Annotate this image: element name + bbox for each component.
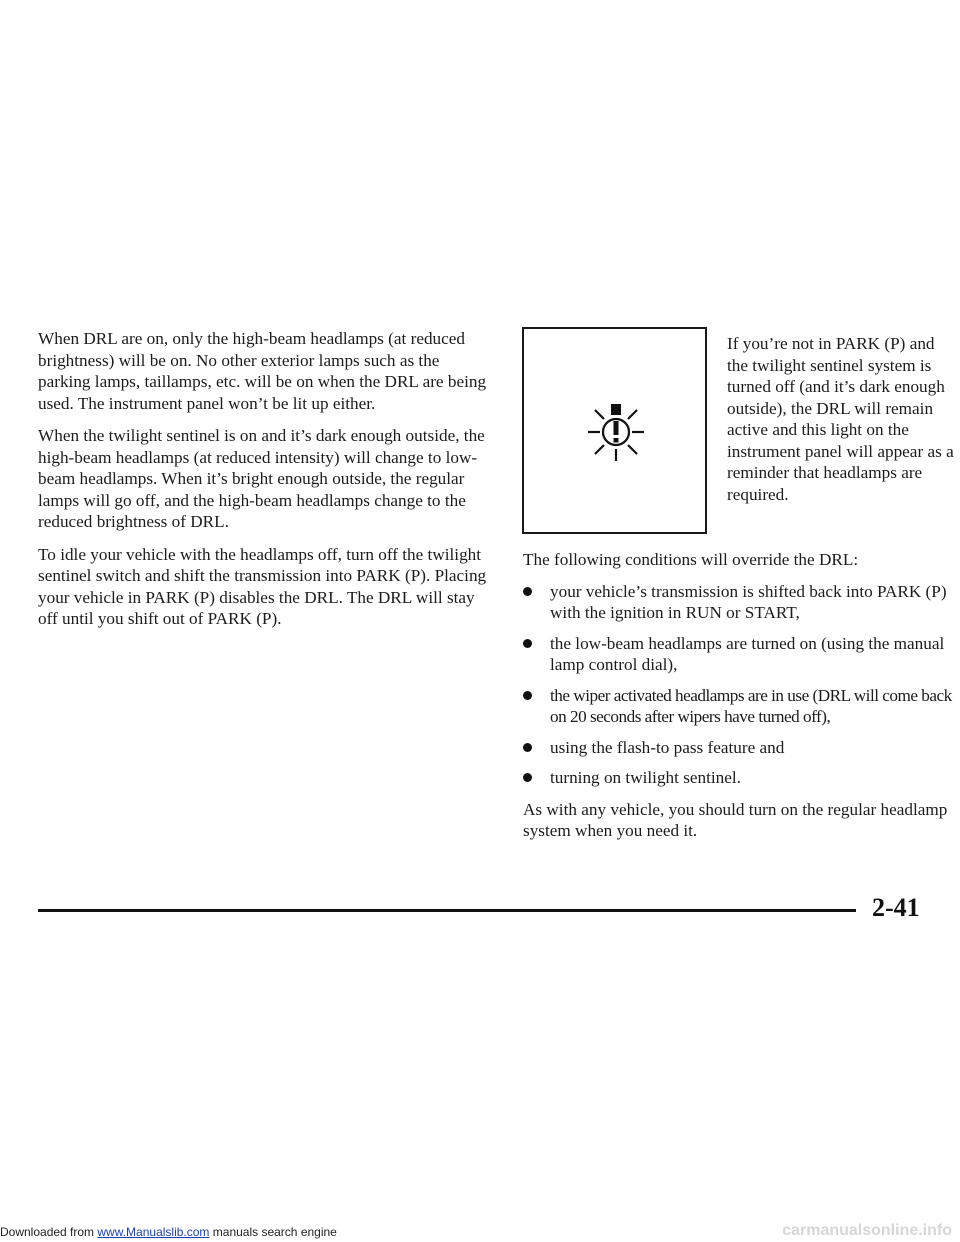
bullet-icon — [523, 743, 532, 752]
manualslib-link[interactable]: www.Manualslib.com — [97, 1225, 210, 1239]
left-column — [38, 328, 490, 641]
list-item-text: your vehicle’s transmission is shifted back into PARK (P) with the ignition in RUN or START, — [550, 581, 947, 622]
download-footer — [0, 1225, 337, 1239]
page-number: 2-41 — [872, 893, 920, 922]
list-item — [523, 581, 953, 624]
list-item — [523, 633, 953, 676]
list-item-text: using the flash-to pass feature and — [550, 737, 785, 757]
body-paragraph: When DRL are on, only the high-beam headlamps (at reduced brightness) will be on. No other exterior lamps such as the parking lamps, taillamps, etc. will be on when the DRL are being used. The instrument panel won’t be lit up either. — [38, 329, 487, 413]
closing-paragraph: As with any vehicle, you should turn on the regular headlamp system when you need it. — [523, 799, 948, 840]
list-item-text: turning on twilight sentinel. — [550, 768, 741, 787]
override-conditions-list — [523, 581, 953, 789]
override-intro: The following conditions will override the DRL: — [523, 550, 859, 569]
list-item — [523, 685, 953, 728]
body-paragraph: When the twilight sentinel is on and it’s dark enough outside, the high-beam headlamps (at reduced intensity) will change to low-beam headlamps. When it’s bright enough outside, the regular lamps will go off, and the high-beam headlamps change to the reduced brightness of DRL. — [38, 426, 485, 531]
bullet-icon — [523, 587, 532, 596]
body-paragraph: To idle your vehicle with the headlamps off, turn off the twilight sentinel switch and shift the transmission into PARK (P). Placing your vehicle in PARK (P) disables the DRL. The DRL will stay off until you shift out of PARK (P). — [38, 544, 487, 628]
list-item-text: the wiper activated headlamps are in use (DRL will come back on 20 seconds after wipers have turned off), — [550, 685, 952, 726]
list-item-text: the low-beam headlamps are turned on (using the manual lamp control dial), — [550, 633, 945, 674]
site-watermark: carmanualsonline.info — [782, 1222, 952, 1239]
indicator-icon-box — [522, 327, 707, 534]
list-item — [523, 767, 953, 789]
footer-prefix: Downloaded from — [0, 1225, 98, 1239]
bullet-icon — [523, 691, 532, 700]
right-column — [523, 549, 953, 853]
footer-suffix: manuals search engine — [209, 1225, 337, 1239]
indicator-caption: If you’re not in PARK (P) and the twilight sentinel system is turned off (and it’s dark enough outside), the DRL will remain active and this light on the instrument panel will appear as a reminder that headlamps are required. — [727, 334, 954, 504]
bullet-icon — [523, 639, 532, 648]
headlamp-warning-light-icon — [583, 401, 649, 467]
list-item — [523, 737, 953, 759]
page-divider — [38, 909, 856, 912]
bullet-icon — [523, 773, 532, 782]
